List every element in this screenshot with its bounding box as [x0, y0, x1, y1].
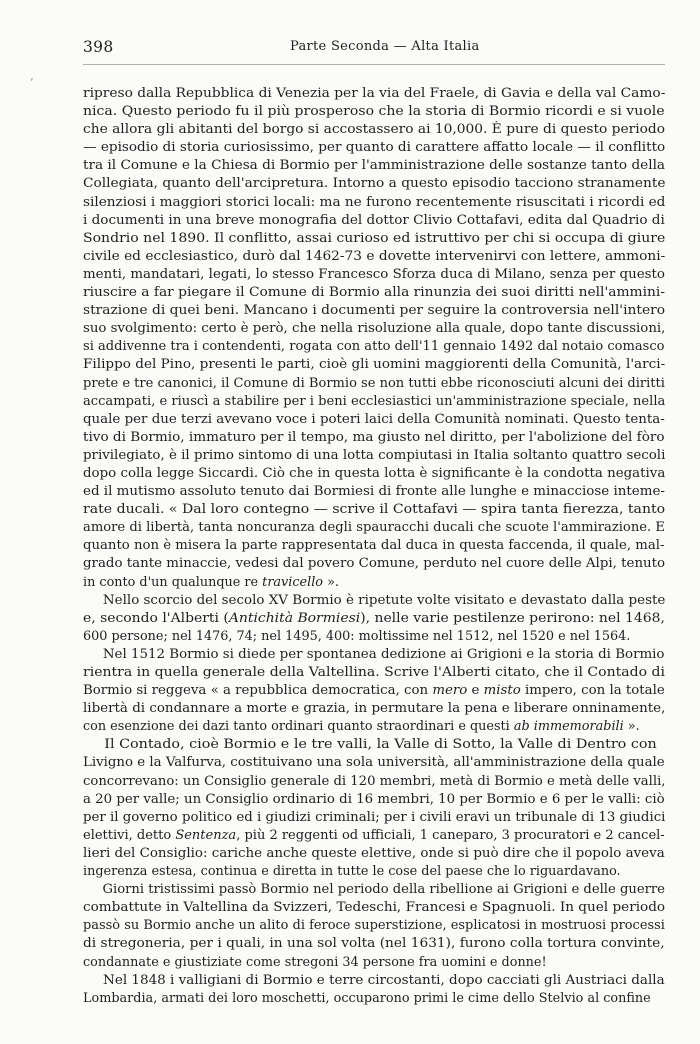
text-line — [83, 809, 689, 827]
text-segment: riuscire a far piegare il Comune di Bormio alla rinunzia dei suoi diritti nell'ammini- — [83, 285, 665, 301]
text-segment: ingerenza estesa, continua e diretta in tutte le cose del paese che lo riguardavano. — [83, 864, 621, 880]
text-line — [83, 501, 700, 519]
text-segment: combattute in Valtellina da Svizzeri, Tedeschi, Francesi e Spagnuoli. In quel periodo — [83, 900, 666, 916]
text-segment: , più 2 reggenti od ufficiali, 1 caneparo, 3 procuratori e 2 cancel- — [236, 827, 665, 843]
text-segment: elettivi, detto — [83, 827, 176, 843]
text-line — [83, 845, 693, 863]
text-segment: quale per due terzi avevano voce i poteri laici della Comunità nominati. Questo tenta- — [83, 411, 665, 427]
text-line — [83, 356, 700, 374]
margin-mark: ’ — [30, 76, 34, 89]
text-segment: Bormio si reggeva « a repubblica democratica, con — [83, 683, 433, 699]
text-line — [83, 628, 665, 646]
text-line — [83, 230, 700, 248]
text-segment: Nello scorcio del secolo XV Bormio è ripetute volte visitato e devastato dalla peste — [102, 592, 666, 608]
text-segment: amore di libertà, tanta noncuranza degli spauracchi ducali che scuote l'ammirazione. E — [83, 520, 665, 536]
page-header — [83, 38, 665, 58]
text-segment: ), nelle varie pestilenze perirono: nel 1468, — [360, 610, 665, 626]
text-line — [83, 899, 700, 917]
text-line — [83, 917, 672, 935]
text-line — [83, 302, 700, 320]
text-line — [83, 990, 665, 1008]
text-segment: che allora gli abitanti del borgo si accostassero ai 10,000. È pure di questo periodo — [83, 122, 666, 138]
text-segment: per il governo politico ed i giudizi criminali; per i civili eravi un tribunale di 13 giudici — [83, 809, 666, 825]
text-segment: ripreso dalla Repubblica di Venezia per la via del Fraele, di Gavia e della val Camo- — [83, 86, 666, 101]
italic-text: Sentenza — [175, 827, 237, 843]
text-line — [83, 935, 700, 953]
text-line — [83, 157, 700, 175]
text-line — [83, 85, 700, 103]
text-line — [83, 574, 665, 592]
text-line — [83, 175, 700, 193]
text-line — [83, 592, 693, 610]
text-segment: dopo colla legge Siccardi. Ciò che in questa lotta è significante è la condotta negativa — [83, 465, 666, 481]
text-line — [83, 248, 700, 266]
text-line — [83, 700, 693, 718]
text-segment: a 20 per valle; un Consiglio ordinario di 16 membri, 10 per Bormio e 6 per le valli: ciò — [83, 791, 665, 807]
text-line — [83, 194, 700, 212]
text-segment: lieri del Consiglio: cariche anche queste elettive, onde si può dire che il popolo aveva — [83, 845, 665, 861]
text-line — [83, 682, 689, 700]
text-segment: prete e tre canonici, il Comune di Bormio se non tutti ebbe riconosciuti alcuni dei diritti — [83, 375, 665, 391]
text-segment: tra il Comune e la Chiesa di Bormio per l'amministrazione delle sostanze tanto della — [83, 158, 666, 174]
header-rule — [83, 64, 665, 65]
text-line — [83, 537, 686, 555]
text-line — [83, 465, 691, 483]
text-segment: condannate e giustiziate come stregoni 34 persone fra uomini e donne! — [83, 954, 547, 970]
text-segment: ». — [623, 719, 640, 735]
italic-text: Antichità Bormiesi — [228, 610, 361, 626]
text-line — [83, 754, 689, 772]
text-line — [83, 664, 700, 682]
text-line — [83, 139, 700, 157]
text-segment: Lombardia, armati dei loro moschetti, occuparono primi le cime dello Stelvio al confine — [83, 990, 651, 1006]
text-line — [83, 212, 699, 230]
text-segment: grado tante minaccie, vedesi dal povero Comune, perduto nel cuore delle Alpi, tenuto — [83, 556, 666, 572]
text-segment: Collegiata, quanto dell'arcipretura. Intorno a questo episodio tacciono stranamente — [83, 176, 666, 192]
text-segment: menti, mandatari, legati, lo stesso Francesco Sforza duca di Milano, senza per questo — [83, 266, 665, 282]
text-line — [83, 881, 680, 899]
text-segment: i documenti in una breve monografia del dottor Clivio Cottafavi, edita dal Quadrio di — [83, 212, 665, 228]
text-segment: ». — [323, 574, 339, 590]
text-line — [83, 411, 691, 429]
text-line — [83, 736, 700, 754]
text-line — [83, 483, 693, 501]
text-line — [83, 338, 676, 356]
italic-text: travicello — [262, 574, 324, 590]
text-segment: nica. Questo periodo fu il più prosperoso che la storia di Bormio ricordi e si vuole — [83, 104, 665, 120]
text-segment: e, secondo l'Alberti ( — [83, 610, 229, 626]
text-segment: rientra in quella generale della Valtellina. Scrive l'Alberti citato, che il Contado di — [83, 665, 666, 680]
text-line — [83, 103, 700, 121]
text-line — [83, 393, 677, 411]
text-segment: rate ducali. « Dal loro contegno — scrive il Cottafavi — spira tanta fierezza, tanto — [83, 502, 666, 518]
page-number: 398 — [83, 38, 114, 56]
text-line — [83, 863, 665, 881]
italic-text: misto — [483, 683, 521, 699]
text-segment: Il Contado, cioè Bormio e le tre valli, la Valle di Sotto, la Valle di Dentro con — [104, 737, 657, 753]
text-line — [83, 266, 691, 284]
text-segment: passò su Bormio anche un alito di feroce superstizione, esplicatosi in mostruosi processi — [83, 918, 665, 934]
text-segment: libertà di condannare a morte e grazia, in permutare la pena e liberare onninamente, — [83, 701, 666, 717]
text-segment: Filippo del Pino, presenti le parti, cioè gli uomini maggiorenti della Comunità, l'arci- — [83, 357, 666, 373]
text-segment: ed il mutismo assoluto tenuto dai Bormiesi di fronte alle lunghe e minacciose inteme- — [83, 484, 665, 500]
text-segment: impero, con la totale — [520, 683, 665, 699]
text-line — [83, 447, 691, 465]
text-segment: 600 persone; nel 1476, 74; nel 1495, 400: moltissime nel 1512, nel 1520 e nel 1564. — [83, 628, 631, 644]
text-line — [83, 320, 689, 338]
text-line — [83, 284, 700, 302]
text-segment: quanto non è misera la parte rappresentata dal duca in questa faccenda, il quale, mal- — [83, 538, 665, 554]
text-segment: tivo di Bormio, immaturo per il tempo, ma giusto nel diritto, per l'abolizione del fòro — [83, 429, 665, 445]
text-line — [83, 610, 700, 628]
text-line — [83, 646, 691, 664]
text-line — [83, 827, 674, 845]
text-segment: concorrevano: un Consiglio generale di 120 membri, metà di Bormio e metà delle valli, — [83, 773, 666, 789]
text-body — [83, 85, 665, 1008]
text-segment: privilegiato, è il primo sintomo di una lotta compiutasi in Italia soltanto quattro secoli — [83, 447, 666, 463]
text-segment: si addivenne tra i contendenti, rogata con atto dell'11 gennaio 1492 dal notaio comasco — [83, 339, 665, 355]
text-segment: Nel 1848 i valligiani di Bormio e terre circostanti, dopo cacciati gli Austriaci dalla — [103, 972, 665, 988]
text-segment: civile ed ecclesiastico, durò dal 1462-73 e dovette intervenirvi con lettere, ammoni- — [83, 248, 666, 264]
text-line — [83, 121, 700, 139]
text-line — [83, 429, 700, 447]
text-segment: Sondrio nel 1890. Il conflitto, assai curioso ed istruttivo per chi si occupa di giure — [83, 230, 666, 246]
text-segment: strazione di quei beni. Mancano i documenti per seguire la controversia nell'intero — [83, 303, 666, 319]
text-segment: Nel 1512 Bormio si diede per spontanea dedizione ai Grigioni e la storia di Bormio — [102, 646, 665, 662]
text-segment: e — [467, 683, 484, 699]
text-line — [83, 972, 697, 990]
text-segment: accampati, e riuscì a stabilire per i beni ecclesiastici un'amministrazione speciale, nella — [83, 393, 666, 409]
text-line — [83, 718, 665, 736]
text-segment: in conto d'un qualunque re — [83, 574, 263, 590]
italic-text: ab immemorabili — [513, 719, 624, 735]
text-line — [83, 791, 689, 809]
text-line — [83, 519, 679, 537]
text-segment: — episodio di storia curiosissimo, per quanto di carattere affatto locale — il conflitto — [83, 140, 666, 156]
text-segment: suo svolgimento: certo è però, che nella risoluzione alla quale, dopo tante discussioni, — [83, 321, 666, 337]
text-segment: di stregoneria, per i quali, in una sol volta (nel 1631), furono colla tortura convinte, — [83, 936, 665, 952]
text-segment: silenziosi i maggiori storici locali: ma ne furono recentemente risuscitati i ricordi ed — [83, 194, 666, 210]
text-line — [83, 555, 691, 573]
text-line — [83, 773, 683, 791]
text-line — [83, 375, 675, 393]
text-segment: Giorni tristissimi passò Bormio nel periodo della ribellione ai Grigioni e delle guerre — [102, 882, 665, 898]
text-segment: con esenzione dei dazi tanto ordinari quanto straordinari e questi — [83, 719, 514, 735]
text-segment: Livigno e la Valfurva, costituivano una sola università, all'amministrazione della quale — [83, 755, 665, 771]
text-line — [83, 954, 665, 972]
running-title: Parte Seconda — Alta Italia — [290, 39, 480, 54]
italic-text: mero — [432, 683, 468, 699]
